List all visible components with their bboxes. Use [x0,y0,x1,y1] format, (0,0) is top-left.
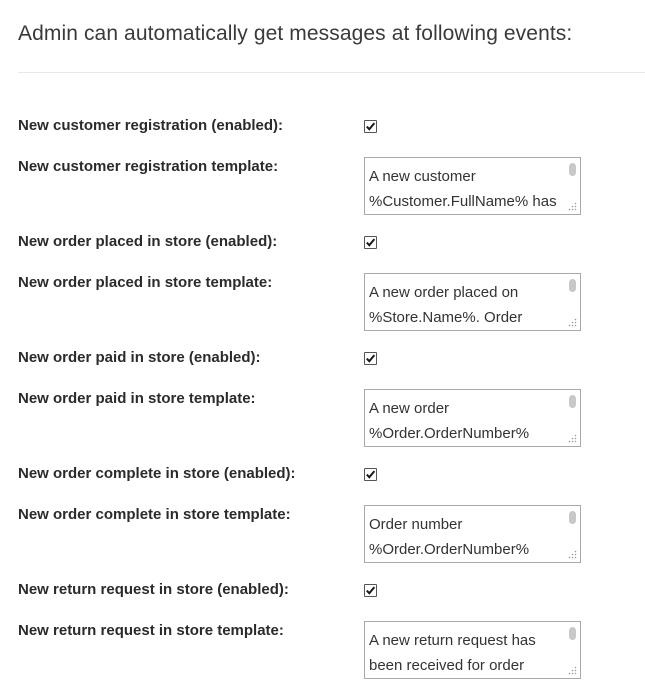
customer-registration-template-textarea[interactable] [364,157,581,215]
order-paid-template-textarea[interactable] [364,389,581,447]
scrollbar-thumb[interactable] [569,511,576,524]
resize-grip-icon[interactable] [568,666,577,675]
order-complete-template-textarea[interactable] [364,505,581,563]
checkmark-icon [365,469,376,480]
customer-registration-enabled-checkbox[interactable] [364,120,377,133]
order-complete-template-value: Order number %Order.OrderNumber% [369,516,530,558]
order-paid-enabled-checkbox[interactable] [364,352,377,365]
return-request-template-textarea[interactable] [364,621,581,679]
resize-grip-icon[interactable] [568,550,577,559]
order-placed-template-textarea[interactable] [364,273,581,331]
resize-grip-icon[interactable] [568,318,577,327]
order-complete-enabled-checkbox[interactable] [364,468,377,481]
checkmark-icon [365,121,376,132]
return-request-enabled-checkbox[interactable] [364,584,377,597]
return-request-template-label: New return request in store template: [18,622,284,639]
checkmark-icon [365,585,376,596]
scrollbar-thumb[interactable] [569,395,576,408]
resize-grip-icon[interactable] [568,434,577,443]
order-paid-template-label: New order paid in store template: [18,390,256,407]
return-request-template-value: A new return request has been received for order [369,632,536,674]
return-request-enabled-label: New return request in store (enabled): [18,581,289,598]
resize-grip-icon[interactable] [568,202,577,211]
section-divider [18,72,645,73]
checkmark-icon [365,237,376,248]
order-placed-template-value: A new order placed on %Store.Name%. Order [369,284,523,326]
section-heading: Admin can automatically get messages at following events: [18,22,573,45]
scrollbar-thumb[interactable] [569,279,576,292]
order-placed-enabled-label: New order placed in store (enabled): [18,233,278,250]
customer-registration-enabled-label: New customer registration (enabled): [18,117,284,134]
order-placed-enabled-checkbox[interactable] [364,236,377,249]
order-paid-enabled-label: New order paid in store (enabled): [18,349,261,366]
checkmark-icon [365,353,376,364]
order-placed-template-label: New order placed in store template: [18,274,273,291]
order-complete-template-label: New order complete in store template: [18,506,291,523]
customer-registration-template-label: New customer registration template: [18,158,279,175]
customer-registration-template-value: A new customer %Customer.FullName% has [369,168,557,210]
order-complete-enabled-label: New order complete in store (enabled): [18,465,296,482]
order-paid-template-value: A new order %Order.OrderNumber% [369,400,530,442]
scrollbar-thumb[interactable] [569,627,576,640]
scrollbar-thumb[interactable] [569,163,576,176]
